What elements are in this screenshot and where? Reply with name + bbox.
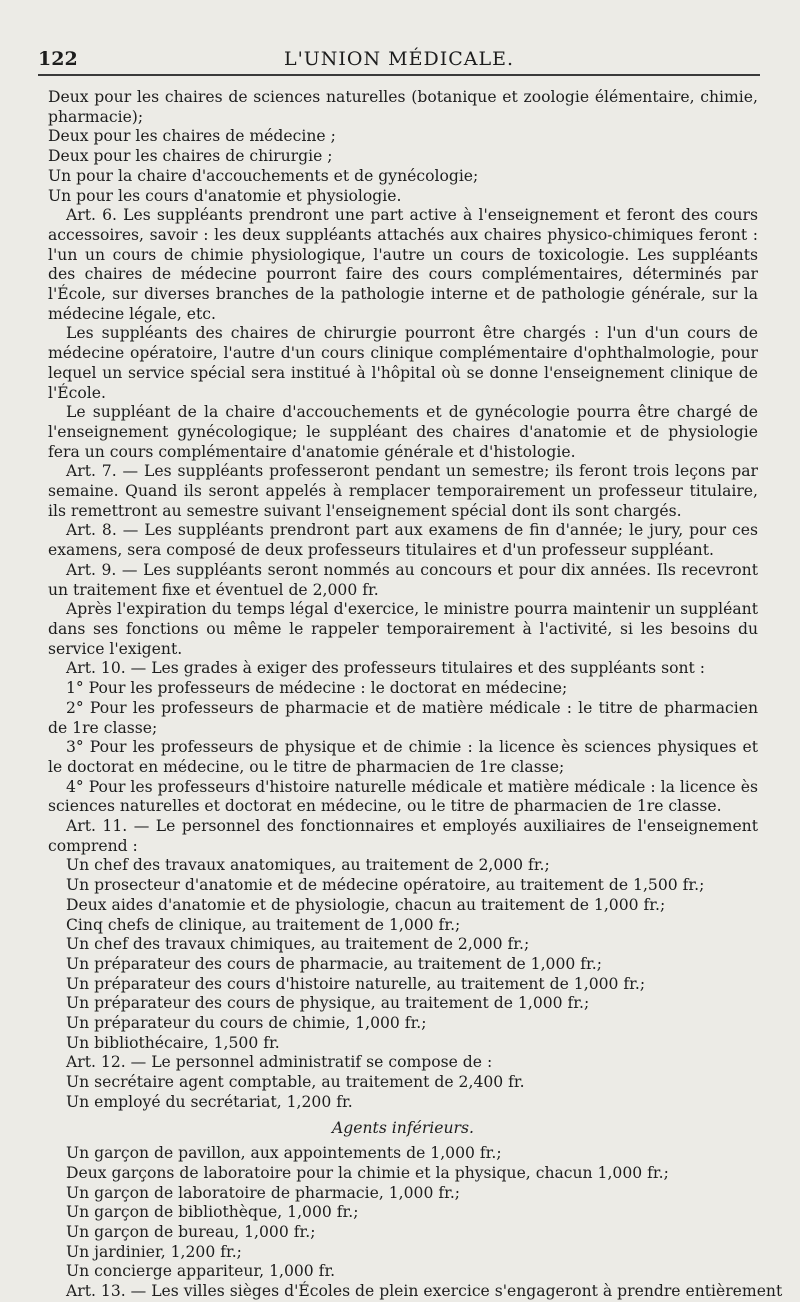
list-item: Un chef des travaux chimiques, au traitement de 2,000 fr.; xyxy=(66,935,530,954)
list-item: Un garçon de bibliothèque, 1,000 fr.; xyxy=(66,1203,359,1222)
paragraph: Deux pour les chaires de médecine ; xyxy=(48,127,336,146)
list-item: Un garçon de pavillon, aux appointements de 1,000 fr.; xyxy=(66,1144,502,1163)
list-item: Un préparateur des cours d'histoire naturelle, au traitement de 1,000 fr.; xyxy=(66,974,646,993)
list-item: Un préparateur du cours de chimie, 1,000 fr.; xyxy=(66,1014,427,1033)
list-item: Un employé du secrétariat, 1,200 fr. xyxy=(66,1092,353,1111)
list-item: Un bibliothécaire, 1,500 fr. xyxy=(66,1033,280,1052)
paragraph: Art. 13. — Les villes sièges d'Écoles de plein exercice s'engageront à prendre entièrement xyxy=(66,1282,783,1301)
paragraph: Le suppléant de la chaire d'accouchements et de gynécologie pourra être chargé de l'enseignement gynécologique; le suppléant des chaires d'anatomie et de physiologie fera un cours complémentaire d'anatomie générale et d'histologie. xyxy=(48,403,758,461)
list-item: Un prosecteur d'anatomie et de médecine opératoire, au traitement de 1,500 fr.; xyxy=(66,876,705,895)
list-item: Un garçon de bureau, 1,000 fr.; xyxy=(66,1223,316,1242)
paragraph: Art. 6. Les suppléants prendront une part active à l'enseignement et feront des cours accessoires, savoir : les deux suppléants attachés aux chaires physico-chimiques feront : l'un un cours de chimie physiologique, l'autre un cours de toxicologie. Les suppléants des chaires de médecine pourront faire des cours complémentaires, déterminés par l'École, sur diverses branches de la pathologie interne et de pathologie générale, sur la médecine légale, etc. xyxy=(48,206,758,323)
paragraph: Les suppléants des chaires de chirurgie pourront être chargés : l'un d'un cours de médecine opératoire, l'autre d'un cours clinique complémentaire d'ophthalmologie, pour lequel un service spécial sera institué à l'hôpital où se donne l'enseignement clinique de l'École. xyxy=(48,324,758,402)
page-header xyxy=(38,44,760,76)
body-text xyxy=(48,88,783,1302)
paragraph: Un pour la chaire d'accouchements et de gynécologie; xyxy=(48,166,479,185)
paragraph: Un pour les cours d'anatomie et physiologie. xyxy=(48,186,402,205)
paragraph: 4° Pour les professeurs d'histoire naturelle médicale et matière médicale : la licence ès sciences naturelles et doctorat en médecine, ou le titre de pharmacien de 1re classe. xyxy=(48,777,758,816)
paragraph: Deux pour les chaires de sciences naturelles (botanique et zoologie élémentaire, chimie, pharmacie); xyxy=(48,88,758,126)
paragraph: Après l'expiration du temps légal d'exercice, le ministre pourra maintenir un suppléant dans ses fonctions ou même le rappeler temporairement à l'activité, si les besoins du service l'exigent. xyxy=(48,600,758,658)
paragraph: Art. 9. — Les suppléants seront nommés au concours et pour dix années. Ils recevront un traitement fixe et éventuel de 2,000 fr. xyxy=(48,560,758,599)
list-item: Deux aides d'anatomie et de physiologie, chacun au traitement de 1,000 fr.; xyxy=(66,895,666,914)
paragraph: Art. 12. — Le personnel administratif se compose de : xyxy=(66,1053,493,1072)
list-item: Cinq chefs de clinique, au traitement de 1,000 fr.; xyxy=(66,915,461,934)
section-heading: Agents inférieurs. xyxy=(332,1118,474,1137)
list-item: Un jardinier, 1,200 fr.; xyxy=(66,1242,242,1261)
paragraph: Art. 10. — Les grades à exiger des professeurs titulaires et des suppléants sont : xyxy=(66,659,706,678)
paragraph: 3° Pour les professeurs de physique et de chimie : la licence ès sciences physiques et le doctorat en médecine, ou le titre de pharmacien de 1re classe; xyxy=(48,738,758,776)
paragraph: Deux pour les chaires de chirurgie ; xyxy=(48,147,333,166)
list-item: Un chef des travaux anatomiques, au traitement de 2,000 fr.; xyxy=(66,856,550,875)
paragraph: 2° Pour les professeurs de pharmacie et de matière médicale : le titre de pharmacien de 1re classe; xyxy=(48,698,758,737)
list-item: Un préparateur des cours de physique, au traitement de 1,000 fr.; xyxy=(66,994,590,1013)
list-item: Un secrétaire agent comptable, au traitement de 2,400 fr. xyxy=(66,1073,525,1092)
running-title: L'UNION MÉDICALE. xyxy=(283,48,515,70)
paragraph: Art. 8. — Les suppléants prendront part aux examens de fin d'année; le jury, pour ces examens, sera composé de deux professeurs titulaires et d'un professeur suppléant. xyxy=(48,521,758,560)
list-item: Un garçon de laboratoire de pharmacie, 1,000 fr.; xyxy=(66,1183,461,1202)
list-item: Un préparateur des cours de pharmacie, au traitement de 1,000 fr.; xyxy=(66,954,602,973)
list-item: Un concierge appariteur, 1,000 fr. xyxy=(66,1262,336,1281)
paragraph: Art. 11. — Le personnel des fonctionnaires et employés auxiliaires de l'enseignement comprend : xyxy=(48,817,758,855)
paragraph: Art. 7. — Les suppléants professeront pendant un semestre; ils feront trois leçons par semaine. Quand ils seront appelés à remplacer temporairement un professeur titulaire, ils remettront au semestre suivant l'enseignement spécial dont ils sont chargés. xyxy=(48,462,758,520)
paragraph: 1° Pour les professeurs de médecine : le doctorat en médecine; xyxy=(66,679,568,698)
list-item: Deux garçons de laboratoire pour la chimie et la physique, chacun 1,000 fr.; xyxy=(66,1163,669,1182)
page-number: 122 xyxy=(38,48,78,70)
